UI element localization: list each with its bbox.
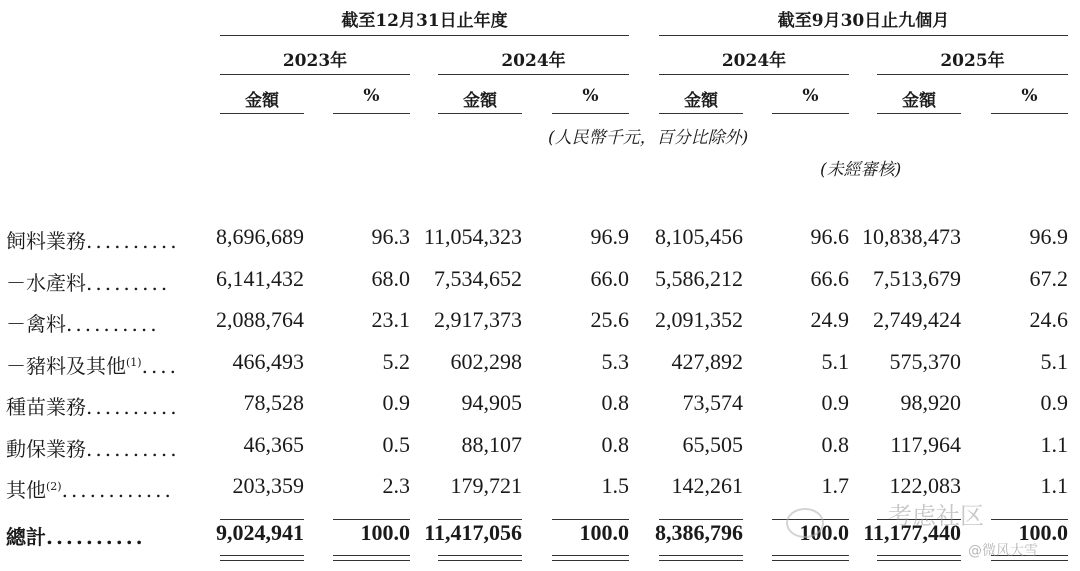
- year-header-2023: 2023年: [282, 51, 348, 71]
- year-header-2025-9m: 2025年: [940, 51, 1005, 71]
- total-double-underline: [333, 555, 410, 556]
- pct-cell: 25.6: [590, 307, 629, 332]
- year-underline: [220, 74, 410, 75]
- watermark-text: 考虑社区: [888, 502, 984, 530]
- col-underline: [991, 113, 1068, 114]
- pct-cell: 5.1: [821, 348, 849, 374]
- col-header-amount: 金額: [684, 91, 718, 111]
- pct-cell: 100.0: [799, 520, 849, 545]
- pct-cell: 5.2: [382, 348, 410, 374]
- total-double-underline: [991, 560, 1068, 561]
- total-row-label: [6, 521, 146, 550]
- year-underline: [438, 74, 629, 75]
- col-header-pct: %: [802, 86, 819, 106]
- amount-cell: 117,964: [890, 431, 961, 457]
- year-underline: [877, 74, 1068, 75]
- amount-cell: 6,141,432: [216, 265, 304, 291]
- col-header-pct: %: [582, 86, 599, 106]
- group-underline: [220, 35, 629, 36]
- pct-cell: 0.9: [821, 390, 849, 415]
- pct-cell: 68.0: [371, 265, 410, 291]
- amount-cell: 7,513,679: [873, 265, 961, 291]
- row-label-text: 動保業務: [6, 436, 86, 461]
- pct-cell: 23.1: [371, 307, 410, 332]
- total-double-underline: [772, 555, 849, 556]
- amount-cell: 94,905: [461, 390, 522, 415]
- wechat-icon: [786, 508, 824, 538]
- leader-dots: ..........: [86, 395, 180, 419]
- col-underline: [333, 113, 410, 114]
- total-double-underline: [220, 560, 304, 561]
- row-label: [6, 474, 174, 503]
- row-label-text: 飼料業務: [6, 229, 86, 253]
- amount-cell: 9,024,941: [216, 520, 304, 545]
- pct-cell: 100.0: [579, 520, 629, 545]
- pct-cell: 24.9: [810, 307, 849, 332]
- row-label-text: －水產料: [6, 270, 86, 295]
- total-double-underline: [438, 560, 522, 561]
- amount-cell: 11,417,056: [424, 520, 522, 545]
- pct-cell: 100.0: [360, 520, 410, 545]
- amount-cell: 203,359: [232, 473, 304, 498]
- total-overline: [659, 519, 743, 520]
- row-label-text: 總計: [6, 525, 46, 549]
- total-overline: [552, 519, 629, 520]
- pct-cell: 1.1: [1040, 431, 1068, 457]
- amount-cell: 8,696,689: [216, 224, 304, 249]
- total-double-underline: [438, 555, 522, 556]
- amount-cell: 427,892: [671, 348, 743, 374]
- total-overline: [220, 519, 304, 520]
- row-label: [6, 308, 160, 337]
- col-header-amount: 金額: [902, 91, 936, 111]
- amount-cell: 65,505: [682, 431, 743, 457]
- leader-dots: ............: [61, 478, 174, 502]
- pct-cell: 0.8: [601, 431, 629, 457]
- amount-cell: 46,365: [243, 431, 304, 457]
- col-underline: [552, 113, 629, 114]
- year-header-2024-9m: 2024年: [721, 51, 787, 71]
- col-header-amount: 金額: [463, 91, 497, 111]
- amount-cell: 142,261: [671, 473, 743, 498]
- amount-cell: 179,721: [450, 473, 522, 498]
- total-double-underline: [333, 560, 410, 561]
- pct-cell: 1.1: [1040, 473, 1068, 498]
- group-header-nine-months: 截至9月30日止九個月: [777, 11, 950, 31]
- row-label: [6, 391, 180, 420]
- pct-cell: 66.6: [810, 265, 849, 291]
- total-double-underline: [552, 560, 629, 561]
- pct-cell: 0.9: [1040, 390, 1068, 415]
- pct-cell: 2.3: [382, 473, 410, 498]
- total-double-underline: [877, 555, 961, 556]
- amount-cell: 575,370: [889, 348, 961, 374]
- col-underline: [659, 113, 743, 114]
- amount-cell: 7,534,652: [434, 265, 522, 291]
- row-label-text: 種苗業務: [6, 395, 86, 419]
- amount-cell: 8,105,456: [655, 224, 743, 249]
- pct-cell: 100.0: [1018, 520, 1068, 545]
- row-label: [6, 225, 180, 254]
- pct-cell: 24.6: [1029, 307, 1068, 332]
- pct-cell: 5.3: [601, 348, 629, 374]
- pct-cell: 0.8: [821, 431, 849, 457]
- pct-cell: 0.8: [601, 390, 629, 415]
- leader-dots: ..........: [86, 229, 180, 253]
- footnote-marker: (2): [46, 480, 62, 493]
- col-underline: [220, 113, 304, 114]
- col-underline: [772, 113, 849, 114]
- amount-cell: 11,177,440: [863, 520, 961, 545]
- total-double-underline: [659, 555, 743, 556]
- amount-cell: 73,574: [682, 390, 743, 415]
- watermark-handle: @微风大雪: [968, 543, 1038, 559]
- amount-cell: 88,107: [461, 431, 522, 457]
- unaudited-note: (未經審核): [820, 160, 902, 180]
- amount-cell: 602,298: [450, 348, 522, 374]
- col-header-pct: %: [363, 86, 380, 106]
- leader-dots: ..........: [66, 312, 160, 336]
- col-header-amount: 金額: [245, 91, 279, 111]
- pct-cell: 1.5: [601, 473, 629, 498]
- total-double-underline: [877, 560, 961, 561]
- pct-cell: 66.0: [590, 265, 629, 291]
- pct-cell: 0.5: [382, 431, 410, 457]
- row-label: [6, 433, 180, 462]
- amount-cell: 2,917,373: [434, 307, 522, 332]
- total-double-underline: [220, 555, 304, 556]
- total-double-underline: [659, 560, 743, 561]
- pct-cell: 96.3: [371, 224, 410, 249]
- pct-cell: 5.1: [1040, 348, 1068, 374]
- pct-cell: 96.9: [1029, 224, 1068, 249]
- row-label: [6, 267, 170, 296]
- year-header-2024: 2024年: [501, 51, 566, 71]
- amount-cell: 122,083: [889, 473, 961, 498]
- row-label-text: －豬料及其他: [6, 353, 126, 378]
- year-underline: [659, 74, 849, 75]
- total-double-underline: [552, 555, 629, 556]
- amount-cell: 98,920: [900, 390, 961, 415]
- row-label-text: 其他: [6, 478, 46, 502]
- total-overline: [333, 519, 410, 520]
- amount-cell: 11,054,323: [423, 224, 522, 249]
- unit-note: (人民幣千元，百分比除外): [548, 128, 749, 148]
- group-header-year-end: 截至12月31日止年度: [341, 11, 508, 31]
- pct-cell: 1.7: [821, 473, 849, 498]
- row-label: [6, 350, 179, 379]
- amount-cell: 2,749,424: [873, 307, 961, 332]
- leader-dots: ....: [141, 353, 180, 378]
- row-label-text: －禽料: [6, 312, 66, 336]
- col-underline: [438, 113, 522, 114]
- amount-cell: 78,528: [243, 390, 304, 415]
- amount-cell: 8,386,796: [655, 520, 743, 545]
- footnote-marker: (1): [126, 355, 142, 369]
- total-overline: [438, 519, 522, 520]
- leader-dots: ..........: [46, 525, 146, 549]
- col-underline: [877, 113, 961, 114]
- amount-cell: 10,838,473: [862, 224, 961, 249]
- group-underline: [659, 35, 1068, 36]
- col-header-pct: %: [1021, 86, 1038, 106]
- amount-cell: 5,586,212: [655, 265, 743, 291]
- leader-dots: ..........: [86, 436, 180, 461]
- amount-cell: 2,088,764: [216, 307, 304, 332]
- pct-cell: 96.6: [810, 224, 849, 249]
- total-double-underline: [772, 560, 849, 561]
- amount-cell: 2,091,352: [655, 307, 743, 332]
- pct-cell: 0.9: [382, 390, 410, 415]
- amount-cell: 466,493: [232, 348, 304, 374]
- pct-cell: 67.2: [1029, 265, 1068, 291]
- leader-dots: .........: [86, 270, 171, 295]
- pct-cell: 96.9: [590, 224, 629, 249]
- total-overline: [991, 519, 1068, 520]
